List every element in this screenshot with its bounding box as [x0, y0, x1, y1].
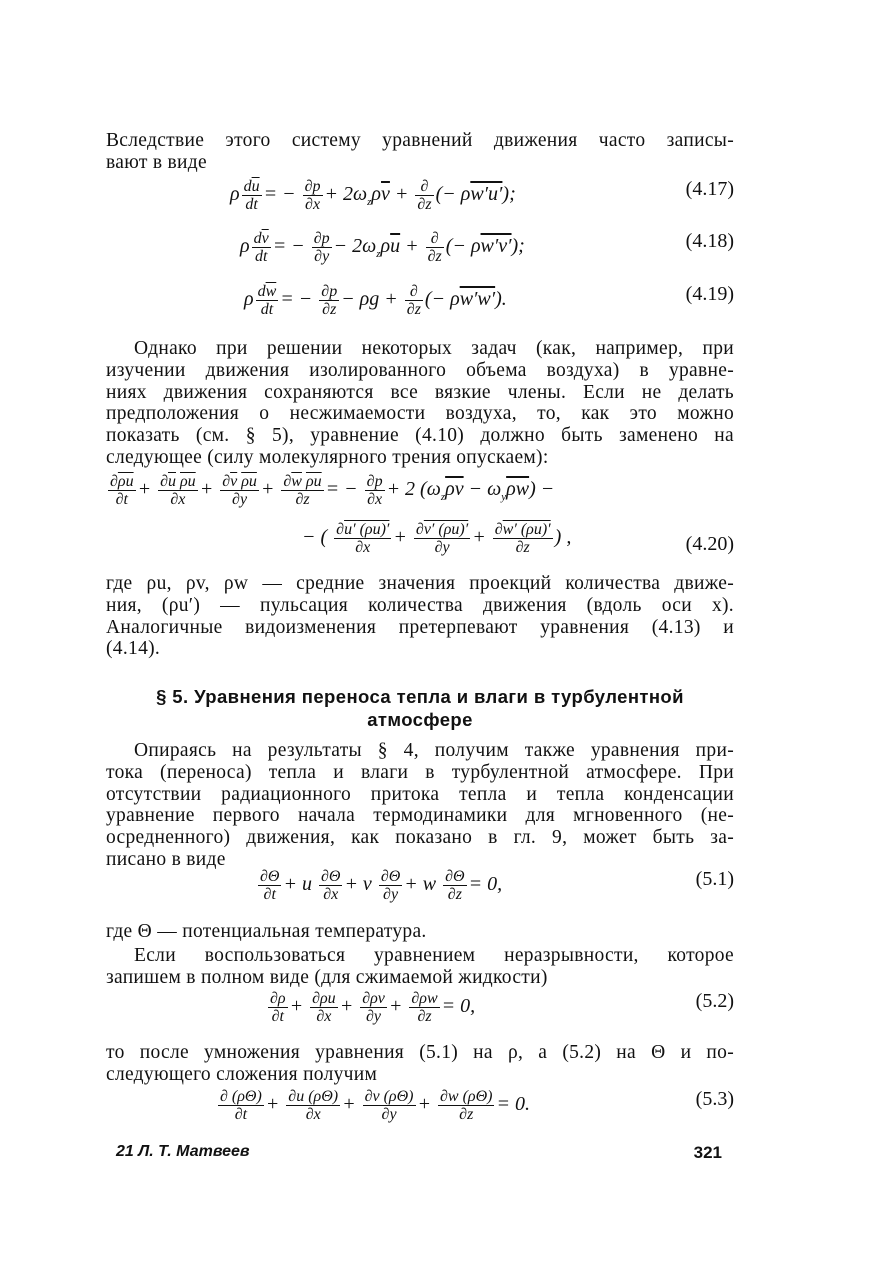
paragraph-intro — [106, 130, 734, 174]
text-line: следующее (силу молекулярного трения опускаем): — [106, 446, 549, 468]
text-line: Вследствие этого систему уравнений движения часто записы- — [106, 130, 734, 151]
equation-5-3: $\frac{\partial (\rho\Theta)}{\partial t}$ + $\frac{\partial u (\rho\Theta)}{\partial x}$ + $\frac{\partial v (\rho\Theta)}{\partial y}$ + $\frac{\partial w (\rho\Theta)}{\partial z}$ = 0. (5.3) — [220, 1088, 734, 1123]
footer-signature: 21 Л. Т. Матвеев — [116, 1143, 250, 1160]
text-line: (4.14). — [106, 638, 161, 660]
equation-4-20: $\frac{\partial\overline{\rho u}}{\partial t}$ + $\frac{\partial\overline{u} \overline{\rho u}}{\partial x}$ + $\frac{\partial\overline{v} \overline{\rho u}}{\partial y}$ + $\frac{\partial\overline{w} \overline{\rho u}}{\partial z}$ = − $\frac{\partial p}{\partial x}$ + 2 $(\omega_z\overline{\rho v} - \omega_y\overline{\rho w})$ − − ( $\frac{\partial u' (\rho u)'}{\partial x}$ + $\frac{\partial v' (\rho u)'}{\partial y}$ + $\frac{\partial w' (\rho u)'}{\partial z}$ ) , (4.20) — [110, 473, 734, 556]
equation-number: (4.17) — [685, 178, 734, 200]
equation-number: (5.1) — [695, 868, 734, 890]
text-line: осредненного) движения, как показано в гл. 9, может быть за- — [106, 827, 734, 849]
equation-4-18: ρ $\frac{d\overline{v}}{dt}$ = − $\frac{\partial p}{\partial y}$ − $2\omega_z\rho\overline{u}$ + $\frac{\partial}{\partial z}$ (− ρw′v′); (4.18) — [240, 230, 734, 265]
text-line: показать (см. § 5), уравнение (4.10) должно быть заменено на — [106, 425, 734, 447]
page-number: 321 — [693, 1143, 722, 1162]
text-line: следующего сложения получим — [106, 1063, 378, 1085]
equation-number: (5.2) — [695, 990, 734, 1012]
section-heading — [106, 685, 734, 731]
text-line: ния, (ρu′) — пульсация количества движения (вдоль оси x). — [106, 594, 734, 616]
equation-4-19: ρ $\frac{d\overline{w}}{dt}$ = − $\frac{\partial p}{\partial z}$ − ρg + $\frac{\partial}{\partial z}$ (− ρw′w′). (4.19) — [244, 283, 734, 318]
equation-number: (4.18) — [685, 230, 734, 252]
equation-number: (5.3) — [695, 1088, 734, 1110]
heading-line: § 5. Уравнения переноса тепла и влаги в турбулентной — [156, 686, 684, 707]
equation-4-17: ρ $\frac{d\overline{u}}{dt}$ = − $\frac{\partial p}{\partial x}$ + $2\omega_z\rho\overline{v}$ + $\frac{\partial}{\partial z}$ (− ρw′u′); (4.17) — [230, 178, 734, 213]
text-line: тока (переноса) тепла и влаги в турбулентной атмосфере. При — [106, 761, 734, 783]
text-line: уравнение первого начала термодинамики для мгновенного (не- — [106, 805, 734, 827]
paragraph-heat-moisture — [106, 740, 734, 871]
paragraph-viscous-terms — [106, 338, 734, 469]
equation-number: (4.20) — [685, 533, 734, 555]
heading-line: атмосфере — [367, 709, 473, 730]
text-line: вают в виде — [106, 151, 207, 173]
text-line: писано в виде — [106, 848, 226, 870]
paragraph-continuity — [106, 945, 734, 989]
equation-5-2: $\frac{\partial\rho}{\partial t}$ + $\frac{\partial\rho u}{\partial x}$ + $\frac{\partial\rho v}{\partial y}$ + $\frac{\partial\rho w}{\partial z}$ = 0, (5.2) — [270, 990, 734, 1025]
text-line: ниях движения сохраняются все вязкие члены. Если не делать — [106, 381, 734, 403]
text-line: где ρu, ρv, ρw — средние значения проекций количества движе- — [106, 573, 734, 594]
paragraph-potential-temperature — [106, 921, 734, 943]
paragraph-multiply — [106, 1042, 734, 1086]
text-line: Однако при решении некоторых задач (как, например, при — [134, 338, 734, 359]
text-line: предположения о несжимаемости воздуха, то, как это можно — [106, 403, 734, 425]
paragraph-mean-values — [106, 573, 734, 660]
equation-number: (4.19) — [685, 283, 734, 305]
text-line: то после умножения уравнения (5.1) на ρ, а (5.2) на Θ и по- — [106, 1042, 734, 1063]
text-line: Если воспользоваться уравнением неразрывности, которое — [134, 945, 734, 966]
text-line: отсутствии радиационного притока тепла и тепла конденсации — [106, 783, 734, 805]
text-line: Опираясь на результаты § 4, получим также уравнения при- — [134, 740, 734, 761]
text-line: где Θ — потенциальная температура. — [106, 921, 427, 942]
equation-5-1: $\frac{\partial\Theta}{\partial t}$ + u $\frac{\partial\Theta}{\partial x}$ + v $\frac{\partial\Theta}{\partial y}$ + w $\frac{\partial\Theta}{\partial z}$ = 0, (5.1) — [260, 868, 734, 903]
text-line: Аналогичные видоизменения претерпевают уравнения (4.13) и — [106, 616, 734, 638]
text-line: запишем в полном виде (для сжимаемой жидкости) — [106, 966, 548, 988]
text-line: изучении движения изолированного объема воздуха) в уравне- — [106, 359, 734, 381]
